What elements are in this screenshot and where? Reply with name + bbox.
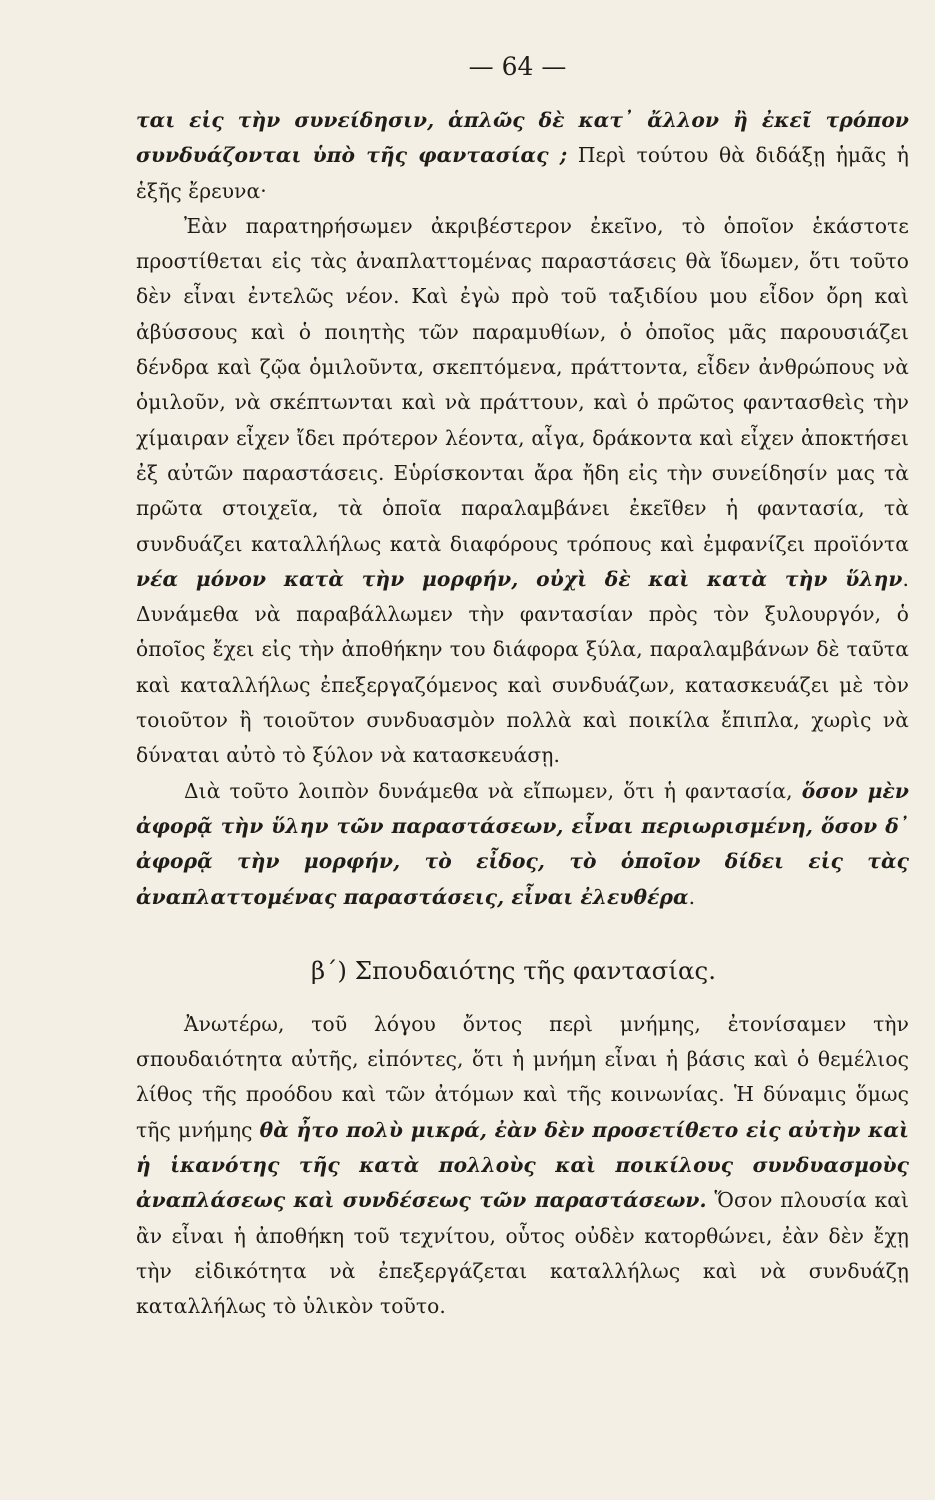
section-title: β΄) Σπουδαιότης τῆς φαντασίας. [311,955,717,985]
paragraph-3-span: Διὰ τοῦτο λοιπὸν δυνάμεθα νὰ εἴπωμεν, ὅτι ἡ φαντασία, [184,778,802,803]
paragraph-4-span: Ὅσον πλουσία καὶ ἂν εἶναι ἡ ἀποθήκη τοῦ τεχνίτου, οὗτος οὐδὲν κατορθώνει, ἐὰν δὲν ἔχῃ τὴν εἰδικότητα νὰ ἐπεξεργάζεται καταλλήλως καὶ νὰ συνδυάζῃ καταλλήλως τὸ ὑλικὸν τοῦτο. [136,1188,909,1319]
paragraph-2-span: νέα μόνον κατὰ τὴν μορφήν, οὐχὶ δὲ καὶ κατὰ τὴν ὕλην [136,566,903,591]
paragraph-3-span: ὅσον μὲν ἀφορᾷ τὴν ὕλην τῶν παραστάσεων, εἶναι περιωρισμένη, ὅσον δ᾿ ἀφορᾷ τὴν μορφήν, τὸ εἶδος, τὸ ὁποῖον δίδει εἰς τὰς ἀναπλαττομένας παραστάσεις, εἶναι ἐλευθέρα [136,778,909,909]
paragraph-1-span: Περὶ τούτου θὰ διδάξῃ ἡμᾶς ἡ ἑξῆς ἔρευνα· [136,143,909,203]
paragraph-1 [136,103,909,209]
page-number: — 64 — [468,52,567,81]
paragraph-2-span: . Δυνάμεθα νὰ παραβάλλωμεν τὴν φαντασίαν πρὸς τὸν ξυλουργόν, ὁ ὁποῖος ἔχει εἰς τὴν ἀποθήκην του διάφορα ξύλα, παραλαμβάνων δὲ ταῦτα καὶ καταλλήλως ἐπεξεργαζόμενος καὶ συνδυάζων, κατασκευάζει μὲ τὸν τοιοῦτον ἢ τοιοῦτον συνδυασμὸν πολλὰ καὶ ποικίλα ἔπιπλα, χωρὶς νὰ δύναται αὐτὸ τὸ ξύλον νὰ κατασκευάσῃ. [136,566,909,768]
paragraph-2-span: Ἐὰν παρατηρήσωμεν ἀκριβέστερον ἐκεῖνο, τὸ ὁποῖον ἑκάστοτε προστίθεται εἰς τὰς ἀναπλαττομένας παραστάσεις θὰ ἴδωμεν, ὅτι τοῦτο δὲν εἶναι ἐντελῶς νέον. Καὶ ἐγὼ πρὸ τοῦ ταξιδίου μου εἶδον ὄρη καὶ ἀβύσσους καὶ ὁ ποιητὴς τῶν παραμυθίων, ὁ ὁποῖος μᾶς παρουσιάζει δένδρα καὶ ζῷα ὁμιλοῦντα, σκεπτόμενα, πράττοντα, εἶδεν ἀνθρώπους νὰ ὁμιλοῦν, νὰ σκέπτωνται καὶ νὰ πράττουν, καὶ ὁ πρῶτος φαντασθεὶς τὴν χίμαιραν εἶχεν ἴδει πρότερον λέοντα, αἶγα, δράκοντα καὶ εἶχεν ἀποκτήσει ἐξ αὐτῶν παραστάσεις. Εὑρίσκονται ἄρα ἤδη εἰς τὴν συνείδησίν μας τὰ πρῶτα στοιχεῖα, τὰ ὁποῖα παραλαμβάνει ἐκεῖθεν ἡ φαντασία, τὰ συνδυάζει καταλλήλως κατὰ διαφόρους τρόπους καὶ ἐμφανίζει προϊόντα [136,213,909,556]
paragraph-2 [136,209,909,774]
paragraph-3-span: . [688,884,696,909]
paragraph-4-span: Ἀνωτέρω, τοῦ λόγου ὄντος περὶ μνήμης, ἐτονίσαμεν τὴν σπουδαιότητα αὐτῆς, εἰπόντες, ὅτι ἡ μνήμη εἶναι ἡ βάσις καὶ ὁ θεμέλιος λίθος τῆς προόδου καὶ τῶν ἀτόμων καὶ τῆς κοινωνίας. Ἡ δύναμις ὅμως τῆς μνήμης [136,1011,909,1142]
paragraph-3 [136,774,909,915]
paragraph-4-span: θὰ ἦτο πολὺ μικρά, ἐὰν δὲν προσετίθετο εἰς αὐτὴν καὶ ἡ ἱκανότης τῆς κατὰ πολλοὺς καὶ ποικίλους συνδυασμοὺς ἀναπλάσεως καὶ συνδέσεως τῶν παραστάσεων. [136,1117,910,1213]
paragraph-1-span: ται εἰς τὴν συνείδησιν, ἁπλῶς δὲ κατ᾿ ἄλλον ἢ ἐκεῖ τρόπον συνδυάζονται ὑπὸ τῆς φαντασίας ; [136,108,909,168]
paragraph-4 [136,1007,909,1325]
